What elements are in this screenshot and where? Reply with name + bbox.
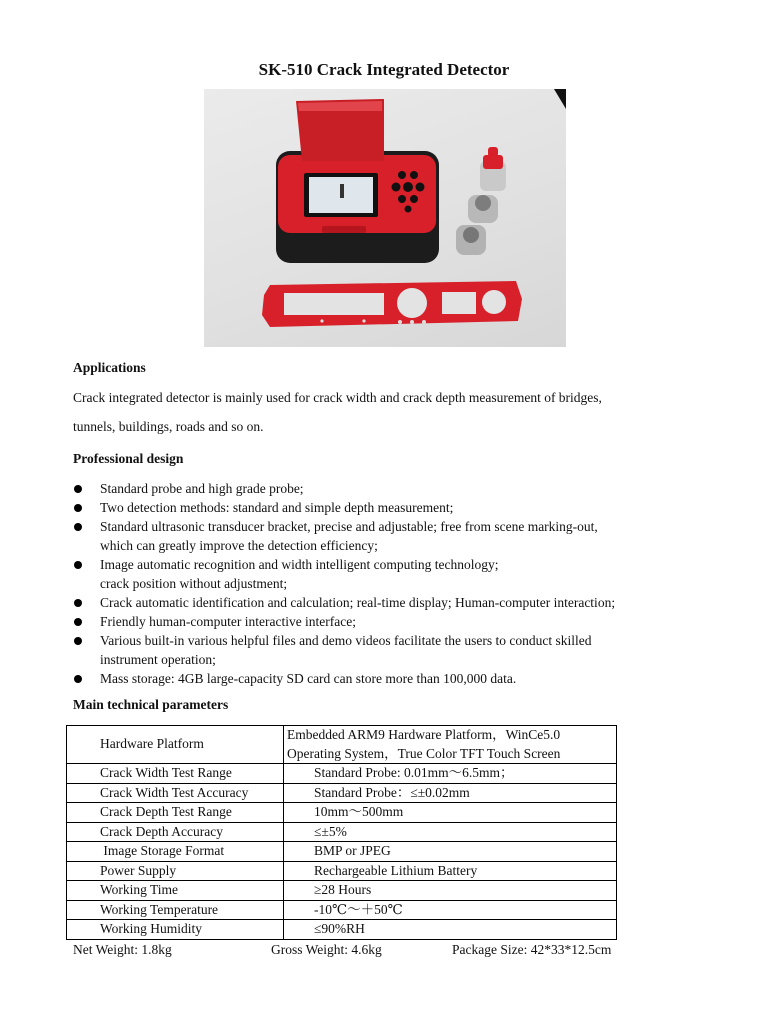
bullet-icon bbox=[74, 675, 82, 683]
param-value: Standard Probe: 0.01mm～6.5mm； bbox=[284, 764, 617, 784]
design-item: Friendly human-computer interactive interface; bbox=[73, 612, 713, 631]
param-value: BMP or JPEG bbox=[284, 842, 617, 862]
table-row bbox=[67, 803, 617, 823]
probe-red bbox=[480, 147, 506, 191]
params-heading: Main technical parameters bbox=[73, 697, 229, 712]
applications-line-1: Crack integrated detector is mainly used for crack width and crack depth measurement of bridges, bbox=[73, 390, 602, 405]
design-item: Image automatic recognition and width intelligent computing technology; crack position without adjustment; bbox=[73, 555, 713, 593]
design-item: Mass storage: 4GB large-capacity SD card can store more than 100,000 data. bbox=[73, 669, 713, 688]
param-key: Crack Width Test Range bbox=[67, 764, 284, 784]
param-value: ≤90%RH bbox=[284, 920, 617, 940]
design-item: Various built-in various helpful files and demo videos facilitate the users to conduct skilled instrument operation; bbox=[73, 631, 713, 669]
bullet-icon bbox=[74, 561, 82, 569]
product-photo bbox=[204, 89, 566, 347]
param-key: Crack Width Test Accuracy bbox=[67, 783, 284, 803]
design-item: Standard probe and high grade probe; bbox=[73, 479, 713, 498]
table-row bbox=[67, 861, 617, 881]
design-item: Standard ultrasonic transducer bracket, precise and adjustable; free from scene marking-out, which can greatly improve the detection efficiency; bbox=[73, 517, 713, 555]
design-item: Two detection methods: standard and simple depth measurement; bbox=[73, 498, 713, 517]
param-value: Embedded ARM9 Hardware Platform，WinCe5.0 Operating System，True Color TFT Touch Screen bbox=[284, 726, 617, 764]
params-table bbox=[66, 725, 617, 940]
package-size: Package Size: 42*33*12.5cm bbox=[452, 942, 612, 957]
page-title: SK-510 Crack Integrated Detector bbox=[258, 60, 510, 79]
table-row bbox=[67, 900, 617, 920]
param-key: Crack Depth Test Range bbox=[67, 803, 284, 823]
param-key: Working Time bbox=[67, 881, 284, 901]
design-list bbox=[73, 479, 713, 688]
param-value: ≥28 Hours bbox=[284, 881, 617, 901]
bullet-icon bbox=[74, 637, 82, 645]
detector-illustration bbox=[204, 89, 566, 347]
bullet-icon bbox=[74, 523, 82, 531]
gross-weight: Gross Weight: 4.6kg bbox=[271, 942, 382, 957]
param-key: Working Humidity bbox=[67, 920, 284, 940]
probe-silver-2 bbox=[456, 225, 486, 255]
param-key: Working Temperature bbox=[67, 900, 284, 920]
bullet-icon bbox=[74, 504, 82, 512]
design-heading: Professional design bbox=[73, 451, 184, 466]
param-value: Standard Probe：≤±0.02mm bbox=[284, 783, 617, 803]
table-row bbox=[67, 822, 617, 842]
param-key: Crack Depth Accuracy bbox=[67, 822, 284, 842]
param-value: ≤±5% bbox=[284, 822, 617, 842]
design-item: Crack automatic identification and calculation; real-time display; Human-computer interaction; bbox=[73, 593, 713, 612]
applications-heading: Applications bbox=[73, 360, 146, 375]
bullet-icon bbox=[74, 618, 82, 626]
probe-silver-1 bbox=[468, 195, 498, 223]
param-value: 10mm～500mm bbox=[284, 803, 617, 823]
applications-line-2: tunnels, buildings, roads and so on. bbox=[73, 419, 264, 434]
param-value: -10℃～＋50℃ bbox=[284, 900, 617, 920]
param-key: Hardware Platform bbox=[67, 726, 284, 764]
param-value: Rechargeable Lithium Battery bbox=[284, 861, 617, 881]
table-row bbox=[67, 783, 617, 803]
transducer-bracket bbox=[262, 281, 522, 327]
table-row bbox=[67, 726, 617, 764]
bullet-icon bbox=[74, 599, 82, 607]
table-row bbox=[67, 842, 617, 862]
param-key: Image Storage Format bbox=[67, 842, 284, 862]
table-row bbox=[67, 881, 617, 901]
table-row bbox=[67, 920, 617, 940]
applications-text bbox=[73, 383, 713, 441]
table-row bbox=[67, 764, 617, 784]
param-key: Power Supply bbox=[67, 861, 284, 881]
bullet-icon bbox=[74, 485, 82, 493]
net-weight: Net Weight: 1.8kg bbox=[73, 942, 172, 957]
